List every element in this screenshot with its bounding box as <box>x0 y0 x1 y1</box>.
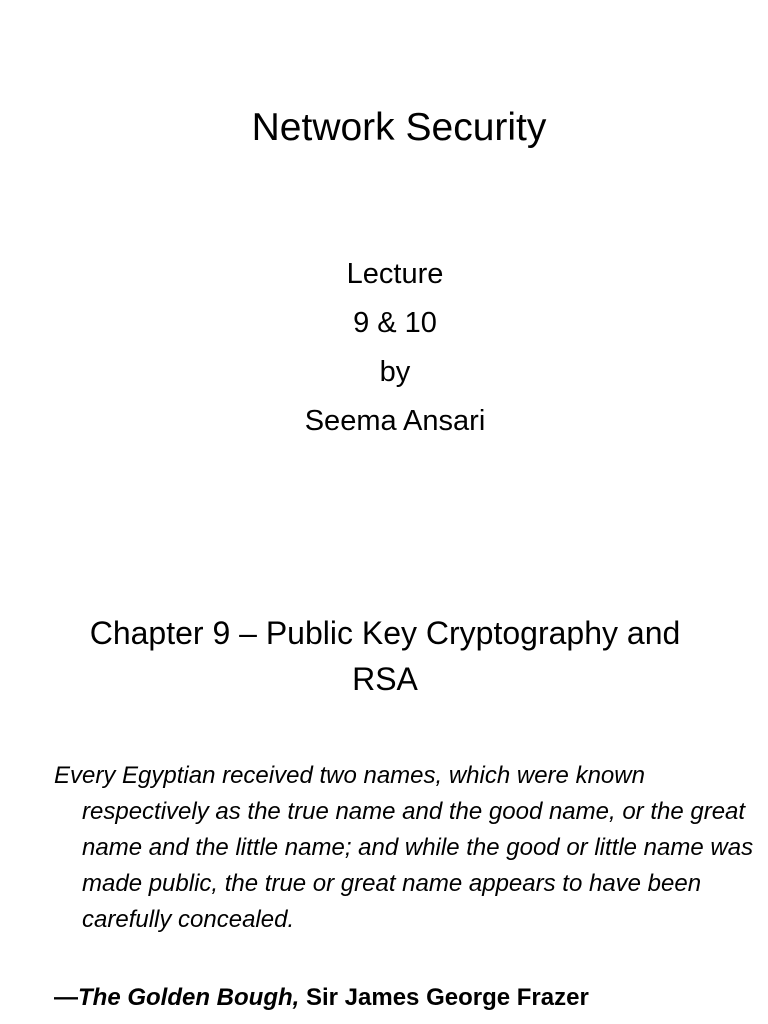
chapter-slide <box>0 560 768 1024</box>
subtitle-line-lecture: Lecture <box>346 258 444 290</box>
attribution-work: The Golden Bough, <box>78 984 300 1011</box>
subtitle-line-author: Seema Ansari <box>304 405 486 437</box>
subtitle-line-by: by <box>379 356 411 388</box>
epigraph-attribution <box>54 980 589 1016</box>
epigraph-quote: Every Egyptian received two names, which were known respectively as the true name and the good name, or the great name and the little name; and while the good or little name was made public, the true or great name appears to have been carefully concealed. <box>54 762 754 933</box>
slide-subtitle <box>0 250 768 446</box>
slide-title: Network Security <box>251 106 547 149</box>
attribution-dash: — <box>54 984 78 1011</box>
chapter-title-line-1: Chapter 9 – Public Key Cryptography and <box>89 615 681 651</box>
attribution-author: Sir James George Frazer <box>299 984 589 1011</box>
chapter-title <box>0 610 768 702</box>
chapter-title-line-2: RSA <box>352 661 418 697</box>
subtitle-line-number: 9 & 10 <box>353 307 437 339</box>
